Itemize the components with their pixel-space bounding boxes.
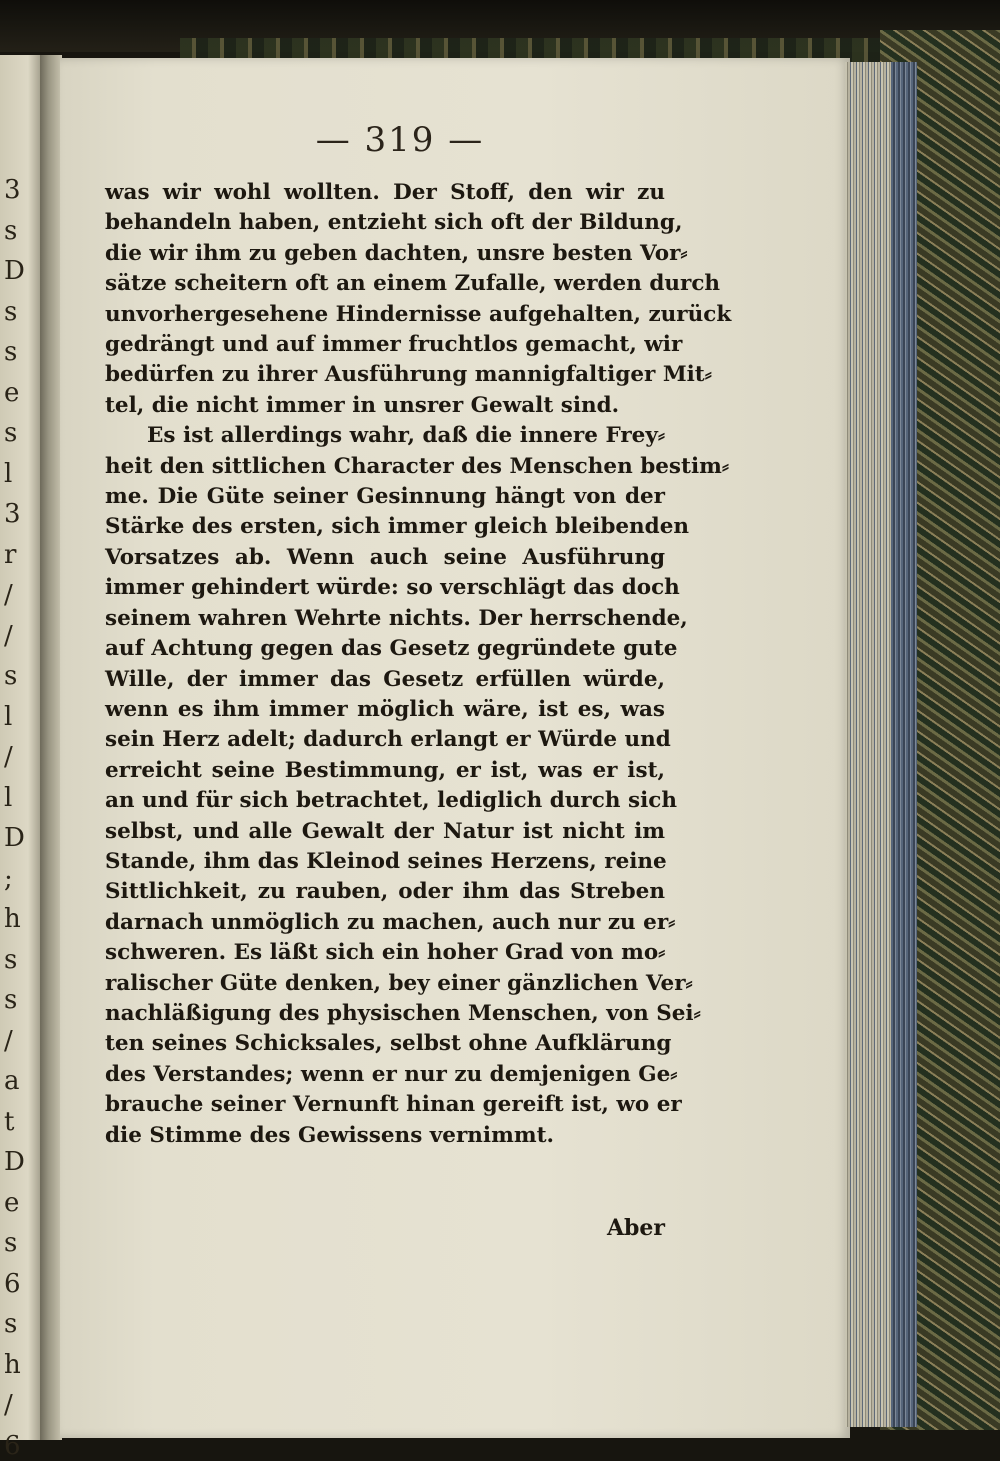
text-line: me. Die Güte seiner Gesinnung hängt von der (105, 484, 665, 510)
facing-page-glyph: s (4, 944, 18, 975)
page-header (250, 120, 550, 160)
header-dash-left: — (315, 120, 365, 160)
facing-page-glyph: t (4, 1106, 15, 1137)
catchword: Aber (606, 1215, 665, 1241)
facing-page-glyph: r (4, 539, 17, 570)
facing-page-glyph: e (4, 1187, 20, 1218)
text-line: was wir wohl wollten. Der Stoff, den wir zu (105, 180, 665, 205)
text-line: darnach unmöglich zu machen, auch nur zu er⸗ (105, 909, 676, 935)
facing-page-glyph: D (4, 823, 25, 853)
text-line: Stande, ihm das Kleinod seines Herzens, reine (105, 848, 667, 874)
facing-page-glyph: l (4, 458, 13, 489)
facing-page-glyph: / (4, 1390, 13, 1420)
header-dash-right: — (435, 120, 485, 160)
book-gutter (40, 55, 62, 1440)
text-line: die Stimme des Gewissens vernimmt. (105, 1122, 554, 1148)
facing-page-glyph: s (4, 418, 18, 448)
facing-page-glyph: h (4, 904, 21, 934)
text-line: Es ist allerdings wahr, daß die innere Frey⸗ (147, 423, 665, 449)
text-line: seinem wahren Wehrte nichts. Der herrschende, (105, 605, 688, 631)
facing-page-glyph: / (4, 1025, 13, 1056)
text-line: Sittlichkeit, zu rauben, oder ihm das Streben (105, 879, 665, 905)
text-line: Wille, der immer das Gesetz erfüllen würde, (105, 666, 665, 692)
page-number: 319 (364, 120, 436, 160)
facing-page-glyph: l (4, 701, 13, 732)
facing-page-glyph: s (4, 215, 18, 246)
facing-page-glyph: a (4, 1066, 20, 1096)
facing-page-glyph: s (4, 1309, 18, 1339)
text-line: Stärke des ersten, sich immer gleich bleibenden (105, 514, 690, 540)
facing-page-glyph: ; (4, 863, 13, 894)
text-line: heit den sittlichen Character des Menschen bestim⸗ (105, 453, 730, 479)
facing-page-glyph: s (4, 1228, 18, 1258)
text-line: bedürfen zu ihrer Ausführung mannigfaltiger Mit⸗ (105, 362, 712, 388)
text-line: unvorhergesehene Hindernisse aufgehalten, zurück (105, 301, 732, 327)
text-line: selbst, und alle Gewalt der Natur ist nicht im (105, 818, 665, 844)
facing-page-glyph: 6 (4, 1430, 21, 1461)
facing-page-glyph: D (4, 256, 25, 286)
body-text (105, 178, 732, 1151)
text-line: an und für sich betrachtet, lediglich durch sich (105, 788, 677, 814)
facing-page-glyph: 6 (4, 1268, 21, 1299)
facing-page-edge (0, 55, 40, 1461)
facing-page-glyph: s (4, 985, 18, 1015)
facing-page-glyphs (0, 55, 40, 1461)
text-line: des Verstandes; wenn er nur zu demjenigen Ge⸗ (105, 1061, 678, 1087)
text-line: behandeln haben, entzieht sich oft der Bildung, (105, 210, 683, 236)
facing-page-glyph: e (4, 377, 20, 408)
text-line: immer gehindert würde: so verschlägt das doch (105, 575, 680, 601)
text-line: die wir ihm zu geben dachten, unsre besten Vor⸗ (105, 240, 688, 266)
text-line: erreicht seine Bestimmung, er ist, was er ist, (105, 757, 665, 783)
text-line: nachläßigung des physischen Menschen, von Sei⸗ (105, 1000, 701, 1026)
text-line: Vorsatzes ab. Wenn auch seine Ausführung (105, 544, 665, 570)
facing-page-glyph: s (4, 661, 18, 691)
text-line: gedrängt und auf immer fruchtlos gemacht, wir (105, 332, 683, 358)
facing-page-glyph: l (4, 782, 13, 813)
facing-page-glyph: s (4, 296, 18, 327)
text-line: sein Herz adelt; dadurch erlangt er Würde und (105, 727, 671, 753)
text-line: tel, die nicht immer in unsrer Gewalt sind. (105, 392, 620, 418)
text-line: ralischer Güte denken, bey einer gänzlichen Ver⸗ (105, 970, 693, 996)
facing-page-glyph: / (4, 620, 13, 651)
page-fore-edge (845, 62, 917, 1427)
facing-page-glyph: / (4, 742, 13, 772)
text-line: ten seines Schicksales, selbst ohne Aufklärung (105, 1031, 672, 1057)
facing-page-glyph: s (4, 337, 18, 367)
text-line: brauche seiner Vernunft hinan gereift ist, wo er (105, 1092, 682, 1118)
facing-page-glyph: h (4, 1349, 21, 1380)
text-line: sätze scheitern oft an einem Zufalle, werden durch (105, 271, 721, 297)
text-line: auf Achtung gegen das Gesetz gegründete gute (105, 636, 678, 662)
facing-page-glyph: 3 (4, 175, 21, 205)
facing-page-glyph: 3 (4, 499, 21, 529)
text-line: wenn es ihm immer möglich wäre, ist es, was (105, 696, 665, 722)
facing-page-glyph: / (4, 580, 13, 610)
text-line: schweren. Es läßt sich ein hoher Grad von mo⸗ (105, 940, 666, 966)
facing-page-glyph: D (4, 1147, 25, 1177)
